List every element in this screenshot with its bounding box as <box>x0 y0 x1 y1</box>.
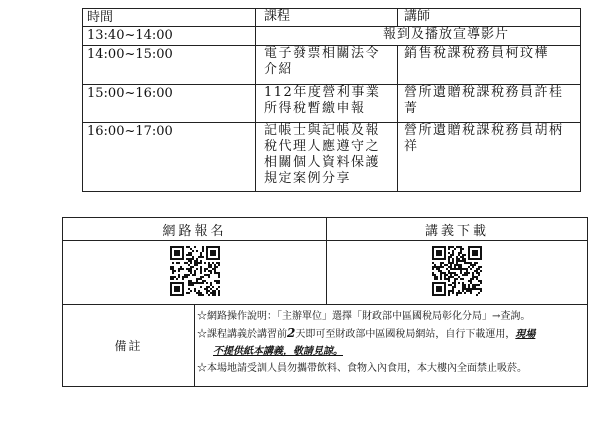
header-lecturer: 講師 <box>398 9 581 27</box>
row-time: 16:00~17:00 <box>83 123 256 192</box>
info-table <box>62 217 588 387</box>
online-signup-qr-code[interactable] <box>170 246 220 296</box>
note-item-continued <box>197 343 585 360</box>
note-text: ☆課程講義於講習前 <box>197 329 287 340</box>
note-emphasis: 2 <box>287 326 296 340</box>
row-lecturer: 營所遺贈稅課稅務員許桂菁 <box>398 85 581 123</box>
row-course: 電子發票相關法令介紹 <box>256 46 398 85</box>
note-text: 天即可至財政部中區國稅局網站，自行下載運用， <box>295 329 516 340</box>
schedule-table <box>82 8 581 192</box>
row-lecturer: 銷售稅課稅務員柯玟樺 <box>398 46 581 85</box>
row-course: 報到及播放宣導影片 <box>256 27 581 46</box>
schedule-row <box>83 27 581 46</box>
schedule-header-row <box>83 9 581 27</box>
row-time: 13:40~14:00 <box>83 27 256 46</box>
row-course: 112年度營利事業所得稅暫繳申報 <box>256 85 398 123</box>
header-course: 課程 <box>256 9 398 27</box>
note-item: ☆本場地請受訓人員勿攜帶飲料、食物入內食用，本大樓內全面禁止吸菸。 <box>197 363 527 374</box>
notes-row <box>63 305 588 387</box>
notes-content <box>195 305 588 387</box>
row-time: 14:00~15:00 <box>83 46 256 85</box>
handout-download-qr-code[interactable] <box>432 246 482 296</box>
row-lecturer: 營所遺贈稅課稅務員胡柄祥 <box>398 123 581 192</box>
handout-download-label: 講義下載 <box>327 218 588 241</box>
row-time: 15:00~16:00 <box>83 85 256 123</box>
online-signup-label: 網路報名 <box>63 218 327 241</box>
schedule-row <box>83 123 581 192</box>
schedule-row <box>83 85 581 123</box>
handout-download-qr-cell <box>327 241 588 305</box>
schedule-row <box>83 46 581 85</box>
note-item <box>197 325 585 343</box>
note-item: ☆網路操作說明：「主辦單位」選擇「財政部中區國稅局彰化分局」→查詢。 <box>197 311 531 322</box>
note-warning: 不提供紙本講義，敬請見諒。 <box>213 346 343 357</box>
row-course: 記帳士與記帳及報稅代理人應遵守之相關個人資料保護規定案例分享 <box>256 123 398 192</box>
info-header-row <box>63 218 588 241</box>
online-signup-qr-cell <box>63 241 327 305</box>
header-time: 時間 <box>83 9 256 27</box>
notes-label: 備註 <box>63 305 195 387</box>
note-warning: 現場 <box>515 329 536 340</box>
qr-row <box>63 241 588 305</box>
